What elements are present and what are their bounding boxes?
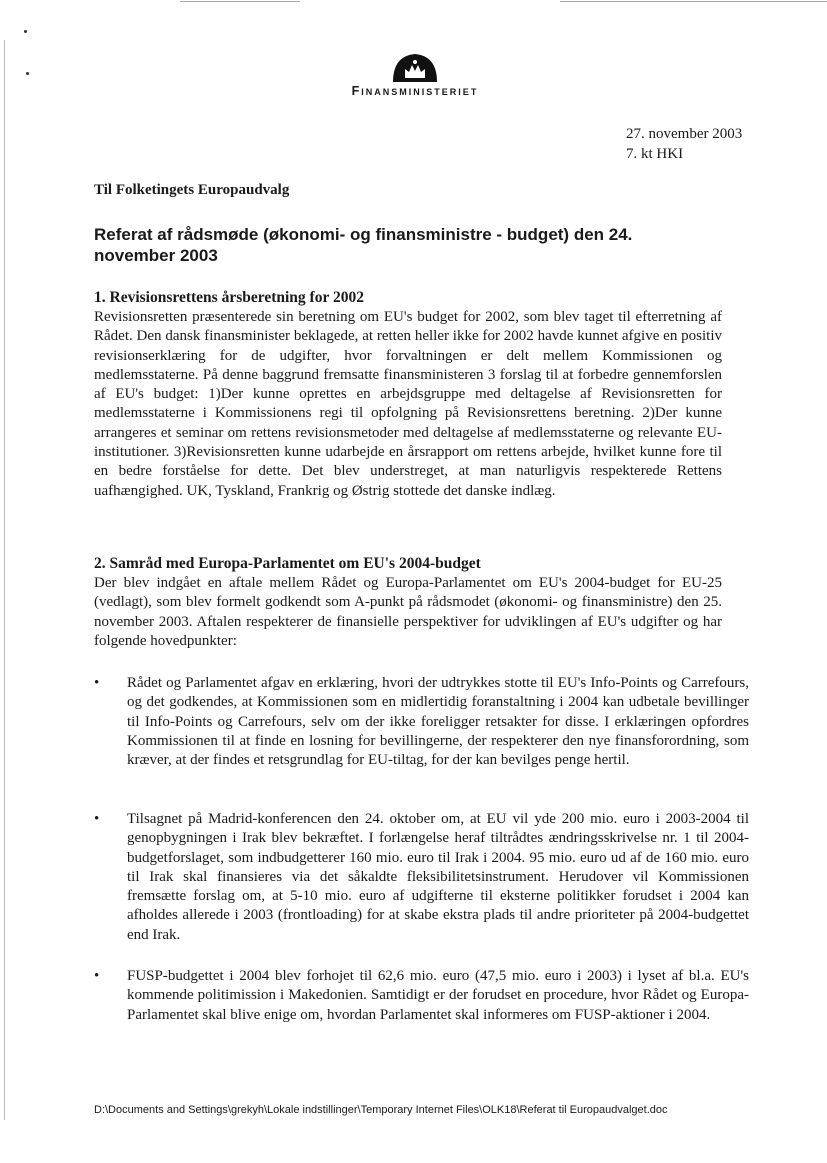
bullet-icon: •: [94, 968, 100, 984]
scan-top-line-right: [560, 1, 827, 2]
bullet-item: [94, 674, 754, 770]
section-heading: 1. Revisionsrettens årsberetning for 2002: [94, 289, 364, 306]
scan-dot: [26, 72, 29, 75]
crown-icon: [391, 52, 439, 82]
bullet-text: Tilsagnet på Madrid-konferencen den 24. oktober om, at EU vil yde 200 mio. euro i 2003-2004 til genopbygningen i Irak blev bekræftet. I forlængelse heraf tiltrådtes ændringsskrivelse nr. 1 til 2004-budgetforslaget, som indbudgetterer 160 mio. euro til Irak i 2004. 95 mio. euro ud af de 160 mio. euro til Irak skal finansieres via det såkaldte fleksibilitetsinstrument. Herudover vil Kommissionen fremsætte forslag om, at 5-10 mio. euro af udgifterne til eksterne politikker forudset i 2004 kan afholdes allerede i 2003 (frontloading) for at skabe ekstra plads til andre prioriteter på 2004-budgettet end Irak.: [127, 811, 749, 943]
section-2: [94, 554, 722, 651]
document-title: Referat af rådsmøde (økonomi- og finansministre - budget) den 24. november 2003: [94, 225, 633, 265]
recipient: Til Folketingets Europaudvalg: [94, 182, 290, 198]
bullet-text: Rådet og Parlamentet afgav en erklæring, hvori der udtrykkes stotte til EU's Info-Points og Carrefours, og det godkendes, at Kommissionen som en midlertidig foranstaltning i 2004 kan udbetale bevillinger til Info-Points og Carrefours, selv om der ikke foreligger retsakter for disse. I erklæringen opfordres Kommissionen til at finde en losning for bevillingerne, der respekterer den nye finansforordning, som kræver, at der findes et retsgrundlag for EU-tiltag, for der kan bevilges penge hertil.: [127, 675, 749, 769]
bullet-icon: •: [94, 675, 100, 691]
scan-edge-line: [4, 40, 5, 1120]
bullet-item: [94, 810, 754, 945]
ministry-logo: [320, 52, 510, 98]
date-block: [626, 124, 742, 164]
document-date: 27. november 2003: [626, 126, 743, 142]
section-heading: 2. Samråd med Europa-Parlamentet om EU's 2004-budget: [94, 555, 481, 572]
section-body: Revisionsretten præsenterede sin beretning om EU's budget for 2002, som blev taget til efterretning af Rådet. Den dansk finansminister beklagede, at retten heller ikke for 2002 havde kunnet afgive en positiv revisionserklæring for de udgifter, hvor forvaltningen er delt mellem Kommissionen og medlemsstaterne. På denne baggrund fremsatte finansministeren 3 forslag til at forbedre gennemforslen af EU's budget: 1)Der kunne oprettes en arbejdsgruppe med deltagelse af Revisionsretten for medlemsstaterne i Kommissionens regi til opfolgning på Revisionsrettens beretning. 2)Der kunne arrangeres et seminar om rettens revisionsmetoder med deltagelse af medlemsstaterne og relevante EU-institutioner. 3)Revisionsretten kunne udarbejde en årsrapport om rettens arbejde, hvilket kunne fore til en bedre forståelse for dette. Det blev understreget, at man naturligvis respekterede Rettens uafhængighed. UK, Tyskland, Frankrig og Østrig stottede det danske indlæg.: [94, 309, 722, 499]
document-reference: 7. kt HKI: [626, 146, 684, 162]
bullet-text: FUSP-budgettet i 2004 blev forhojet til 62,6 mio. euro (47,5 mio. euro i 2003) i lyset af bl.a. EU's kommende politimission i Makedonien. Samtidigt er der forudset en procedure, hvor Rådet og Europa-Parlamentet skal blive enige om, hvordan Parlamentet skal informeres om FUSP-aktioner i 2004.: [127, 968, 749, 1023]
bullet-item: [94, 967, 754, 1025]
bullet-icon: •: [94, 811, 100, 827]
file-path-footer: D:\Documents and Settings\grekyh\Lokale indstillinger\Temporary Internet Files\OLK18\Referat til Europaudvalget.doc: [94, 1104, 668, 1116]
section-1: [94, 288, 722, 501]
section-body: Der blev indgået en aftale mellem Rådet og Europa-Parlamentet om EU's 2004-budget for EU-25 (vedlagt), som blev formelt godkendt som A-punkt på rådsmodet (økonomi- og finansministre) den 25. november 2003. Aftalen respekterer de finansielle perspektiver for udviklingen af EU's udgifter og har folgende hovedpunkter:: [94, 575, 722, 649]
ministry-name: Finansministeriet: [351, 84, 479, 98]
scan-top-line: [180, 1, 300, 2]
scan-dot: [24, 30, 27, 33]
